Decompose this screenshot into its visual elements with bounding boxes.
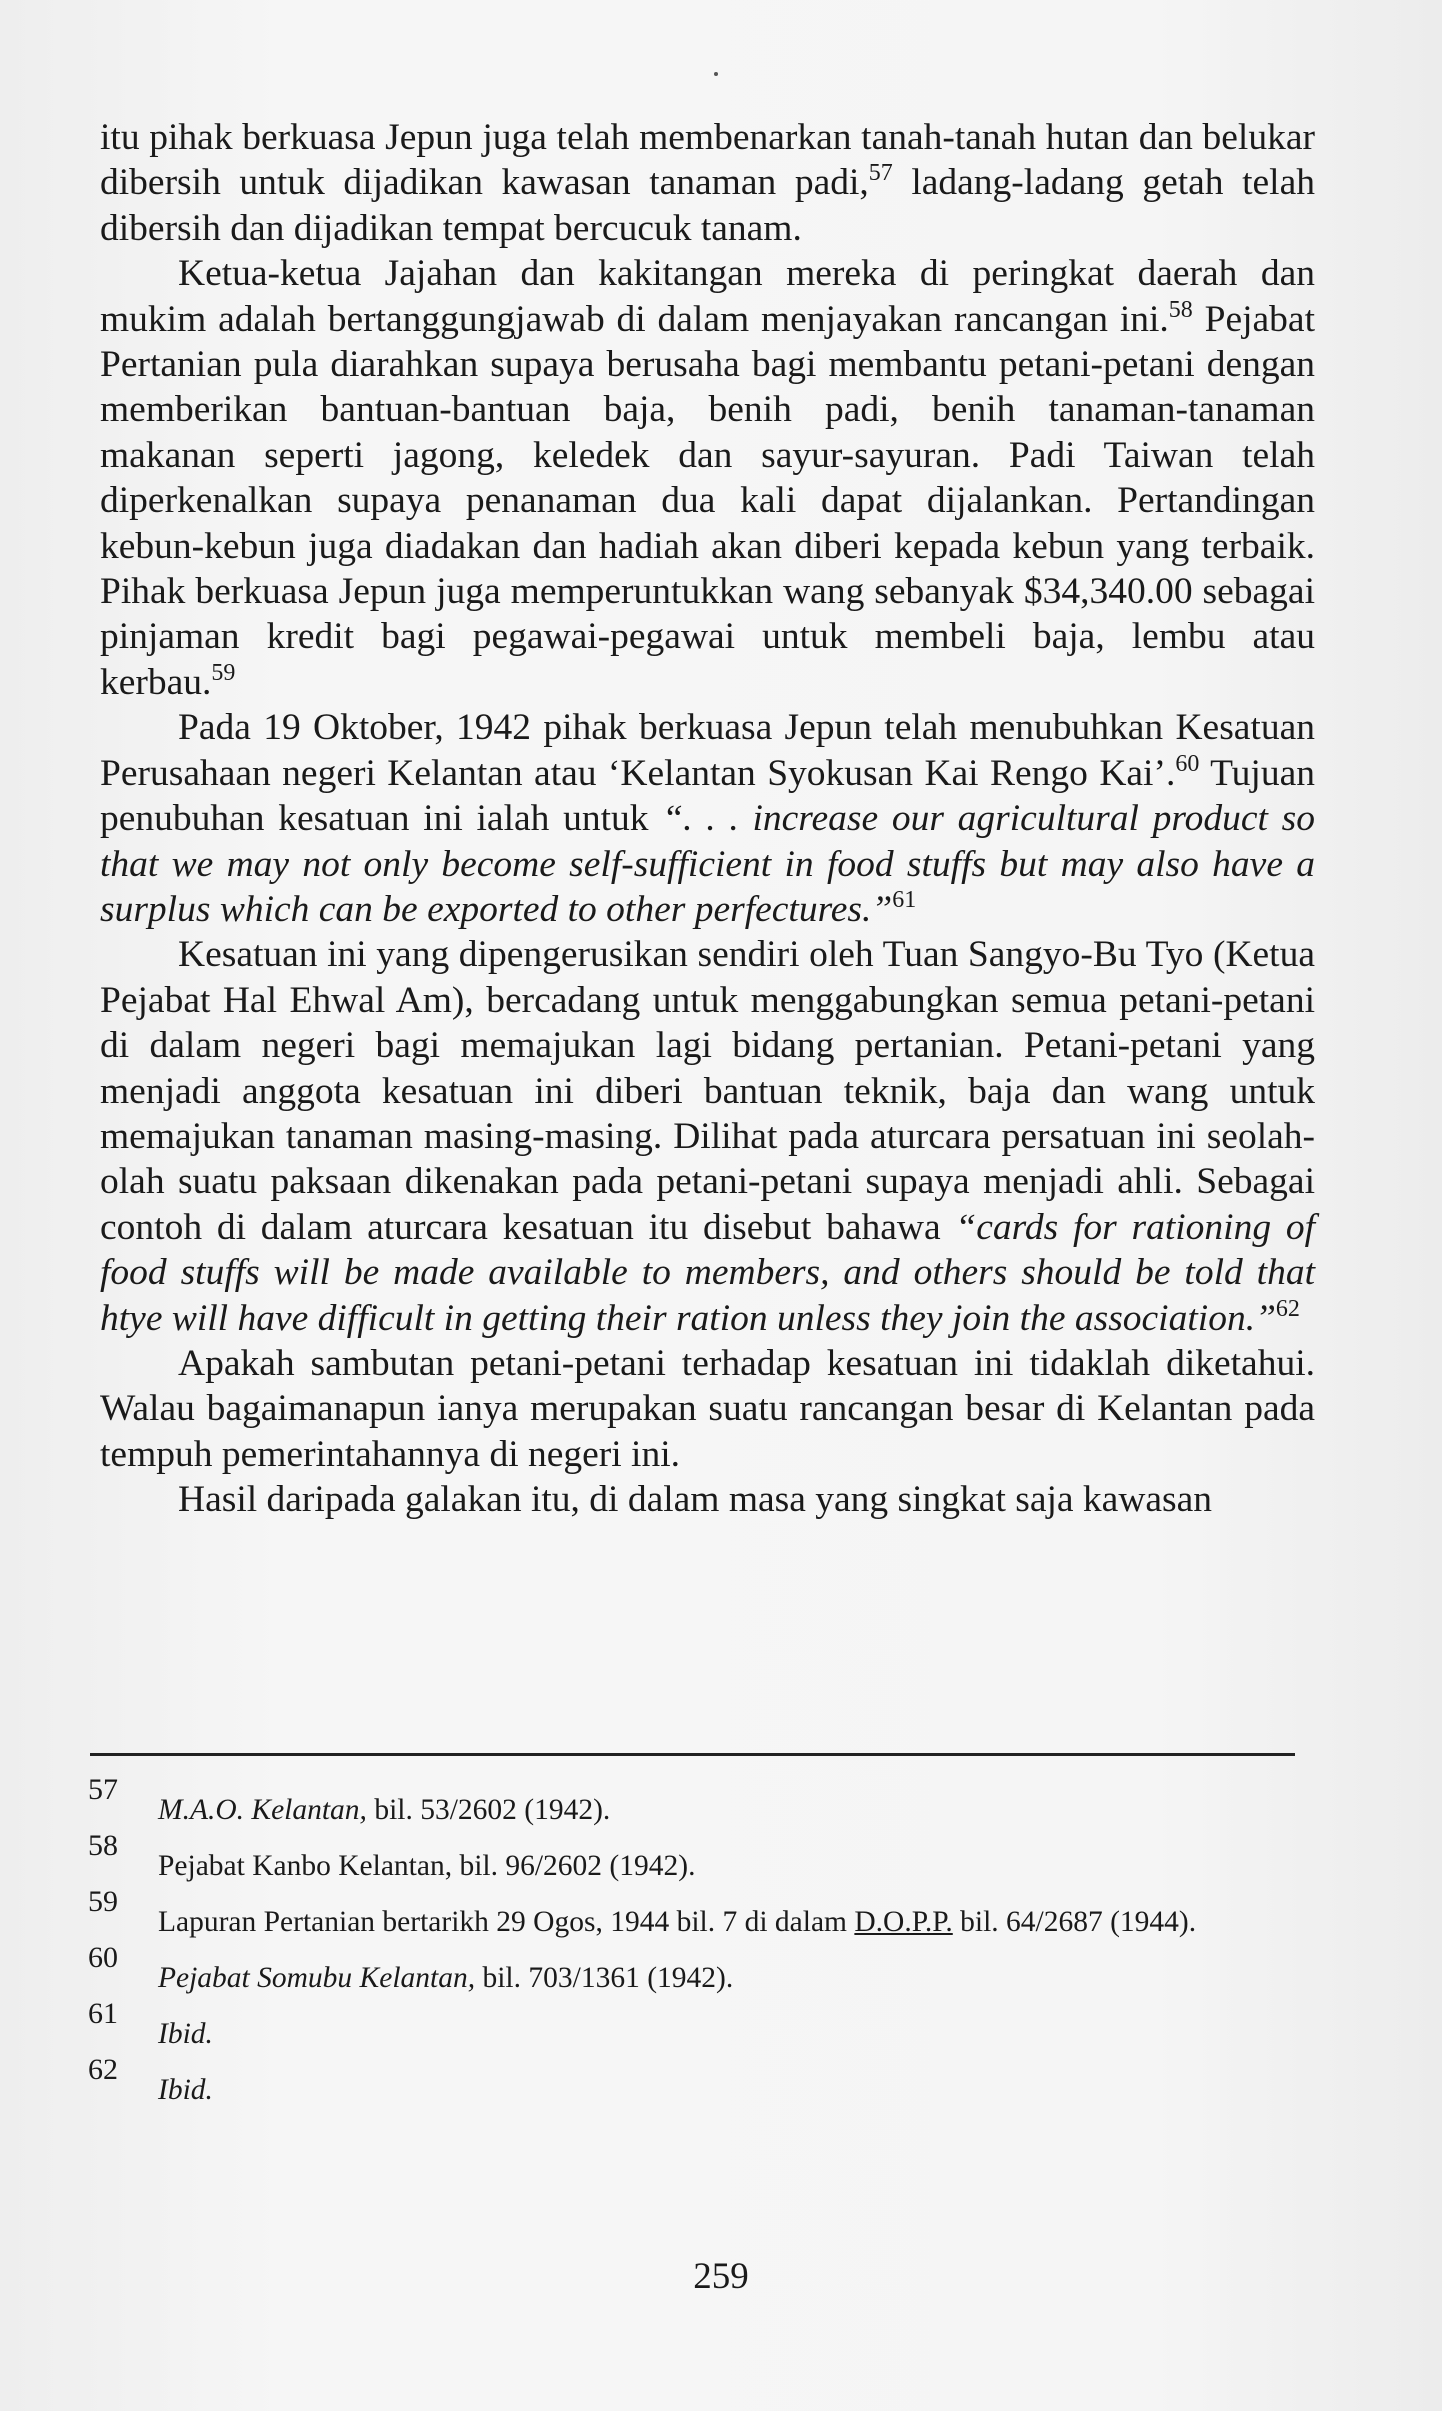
paragraph xyxy=(100,1341,1315,1477)
footnote-number: 59 xyxy=(88,1885,118,1918)
footnote-text xyxy=(158,1895,1318,1941)
footnote-ref: 61 xyxy=(892,886,917,913)
italic-text: Ibid. xyxy=(158,2074,213,2106)
body-text xyxy=(100,115,1315,1523)
footnote xyxy=(88,1885,1318,1941)
paragraph xyxy=(100,705,1315,932)
footnote xyxy=(88,1997,1318,2053)
text-run: ladang-ladang getah telah dibersih dan dijadikan tempat bercucuk tanam. xyxy=(100,162,1315,249)
italic-text: “cards for rationing of food stuffs will be made available to members, and others should be told that htye will have difficult in getting their ration unless they join the association.” xyxy=(100,1206,1316,1339)
footnote-text xyxy=(158,1839,1318,1885)
footnote-number: 60 xyxy=(88,1941,118,1974)
footnote-text xyxy=(158,2063,1318,2109)
text-run: Pada 19 Oktober, 1942 pihak berkuasa Jepun telah menubuhkan Kesatuan Perusahaan negeri Kelantan atau ‘Kelantan Syokusan Kai Rengo Kai’. xyxy=(100,707,1315,794)
footnotes xyxy=(88,1773,1318,2119)
footnote xyxy=(88,2053,1318,2109)
page-number: 259 xyxy=(693,2256,749,2297)
footnote-number: 57 xyxy=(88,1773,118,1806)
footnote-divider xyxy=(90,1753,1295,1756)
text-run: bil. 64/2687 (1944). xyxy=(952,1906,1197,1938)
underlined-text: D.O.P.P. xyxy=(854,1906,953,1938)
text-run: Ketua-ketua Jajahan dan kakitangan mereka di peringkat daerah dan mukim adalah bertanggungjawab di dalam menjayakan rancangan ini. xyxy=(100,253,1315,340)
footnote-number: 62 xyxy=(88,2053,118,2086)
footnote xyxy=(88,1829,1318,1885)
footnote-number: 61 xyxy=(88,1997,118,2030)
text-run: bil. 703/1361 (1942). xyxy=(475,1962,734,1994)
paragraph xyxy=(100,115,1315,251)
footnote-ref: 57 xyxy=(868,160,893,187)
text-run: Pejabat Kanbo Kelantan, bil. 96/2602 (1942). xyxy=(158,1850,696,1882)
text-run: Pejabat Pertanian pula diarahkan supaya berusaha bagi membantu petani-petani dengan memberikan bantuan-bantuan baja, benih padi, benih tanaman-tanaman makanan seperti jagong, keledek dan sayur-sayuran. Padi Taiwan telah diperkenalkan supaya penanaman dua kali dapat dijalankan. Pertandingan kebun-kebun juga diadakan dan hadiah akan diberi kepada kebun yang terbaik. Pihak berkuasa Jepun juga memperuntukkan wang sebanyak $34,340.00 sebagai pinjaman kredit bagi pegawai-pegawai untuk membeli baja, lembu atau kerbau. xyxy=(100,298,1315,703)
text-run: Tujuan penubuhan kesatuan ini ialah untuk xyxy=(100,752,1315,840)
italic-text: M.A.O. Kelantan, xyxy=(158,1794,367,1826)
footnote-text xyxy=(158,1951,1318,1997)
italic-text: Ibid. xyxy=(158,2018,213,2050)
print-speck xyxy=(714,72,718,76)
footnote-number: 58 xyxy=(88,1829,118,1862)
paragraph xyxy=(100,932,1315,1341)
text-run: Kesatuan ini yang dipengerusikan sendiri oleh Tuan Sangyo-Bu Tyo (Ketua Pejabat Hal Ehwal Am), bercadang untuk menggabungkan semua petani-petani di dalam negeri bagi memajukan lagi bidang pertanian. Petani-petani yang menjadi anggota kesatuan ini diberi bantuan teknik, baja dan wang untuk memajukan tanaman masing-masing. Dilihat pada aturcara persatuan ini seolah-olah suatu paksaan dikenakan pada petani-petani supaya menjadi ahli. Sebagai contoh di dalam aturcara kesatuan itu disebut bahawa xyxy=(100,934,1315,1248)
footnote-ref: 60 xyxy=(1175,750,1200,777)
footnote-ref: 62 xyxy=(1275,1295,1300,1322)
italic-text: “. . . increase our agricultural product so that we may not only become self-sufficient in food stuffs but may also have a surplus which can be exported to other perfectures.” xyxy=(100,798,1315,930)
text-run: Hasil daripada galakan itu, di dalam masa yang singkat saja kawasan xyxy=(178,1479,1213,1521)
footnote-ref: 59 xyxy=(211,659,236,686)
text-run: Lapuran Pertanian bertarikh 29 Ogos, 1944 bil. 7 di dalam xyxy=(158,1906,855,1938)
text-run: itu pihak berkuasa Jepun juga telah membenarkan tanah-tanah hutan dan belukar dibersih untuk dijadikan kawasan tanaman padi, xyxy=(100,117,1315,204)
footnote-text xyxy=(158,1783,1318,1829)
footnote xyxy=(88,1941,1318,1997)
footnote-ref: 58 xyxy=(1168,296,1193,323)
text-run: bil. 53/2602 (1942). xyxy=(366,1794,611,1826)
paragraph xyxy=(100,1477,1315,1522)
footnote xyxy=(88,1773,1318,1829)
text-run: Apakah sambutan petani-petani terhadap kesatuan ini tidaklah diketahui. Walau bagaimanapun ianya merupakan suatu rancangan besar di Kelantan pada tempuh pemerintahannya di negeri ini. xyxy=(100,1342,1315,1475)
footnote-text xyxy=(158,2007,1318,2053)
paragraph xyxy=(100,251,1315,705)
italic-text: Pejabat Somubu Kelantan, xyxy=(158,1962,476,1994)
